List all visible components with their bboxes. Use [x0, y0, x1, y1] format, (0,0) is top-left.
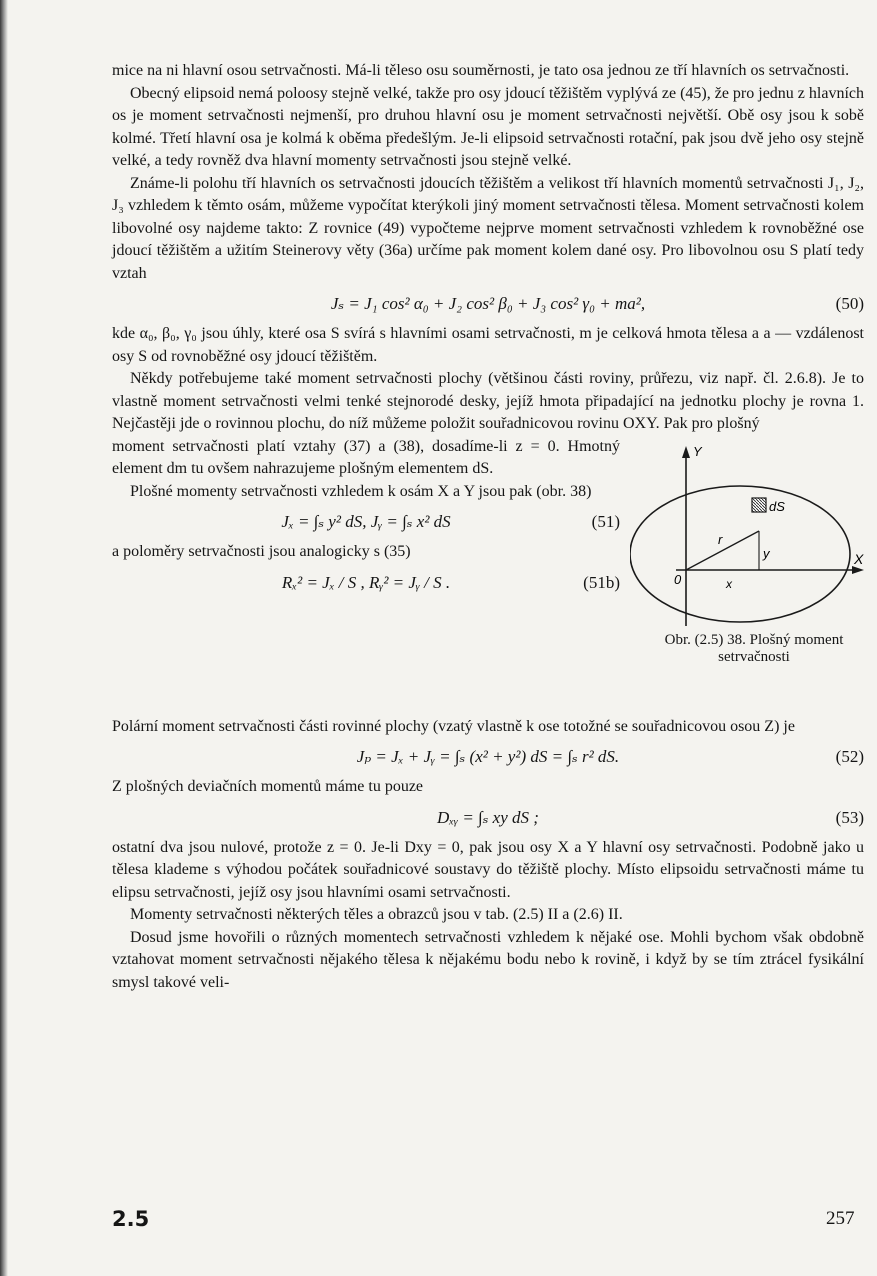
- paragraph-13: Dosud jsme hovořili o různých momentech setrvačnosti vzhledem k nějaké ose. Mohli bychom však obdobně vztahovat moment setrvačnosti nějakého tělesa k nějakému bodu nebo k rovině, i když by se tím ztrácel fysikální smysl takové veli-: [112, 928, 864, 991]
- equation-53: [112, 799, 864, 837]
- equation-52-number: (52): [835, 747, 864, 766]
- equation-51: [112, 503, 620, 541]
- x-axis-arrow-icon: [852, 566, 864, 574]
- equation-50: [112, 285, 864, 323]
- label-x: x: [726, 576, 732, 591]
- page-number: 257: [826, 1208, 855, 1229]
- paragraph-10: Z plošných deviačních momentů máme tu pouze: [112, 778, 424, 795]
- label-r: r: [718, 531, 723, 547]
- radius-r-line: [686, 531, 759, 570]
- two-column-section: [112, 436, 864, 716]
- label-origin: 0: [674, 571, 682, 587]
- equation-50-number: (50): [835, 294, 864, 313]
- area-moment-diagram: [630, 436, 870, 632]
- equation-53-number: (53): [835, 807, 864, 827]
- figure-38: [630, 436, 870, 716]
- equation-51b-body: Rₓ² = Jₓ / S , Rᵧ² = Jᵧ / S .: [281, 572, 451, 592]
- label-ds: dS: [769, 498, 785, 514]
- left-column: [112, 436, 620, 602]
- equation-51-body: Jₓ = ∫ₛ y² dS, Jᵧ = ∫ₛ x² dS: [281, 512, 451, 531]
- element-ds-square: [752, 498, 766, 512]
- paragraph-7: Plošné momenty setrvačnosti vzhledem k osám X a Y jsou pak (obr. 38): [130, 482, 592, 500]
- section-number: 2.5: [112, 1207, 150, 1231]
- paragraph-6: moment setrvačnosti platí vztahy (37) a (38), dosadíme-li z = 0. Hmotný element dm tu ovšem nahrazujeme plošným elementem dS.: [112, 437, 620, 477]
- paragraph-2: Obecný elipsoid nemá poloosy stejně velké, takže pro osy jdoucí těžištěm vyplývá ze (45), že pro jednu z hlavních os je moment setrvačnosti nejmenší, pro druhou hlavní osu je moment setrvačnosti největší. Obě osy jsou k sobě kolmé. Třetí hlavní osa je kolmá k oběma předešlým. Je-li elipsoid setrvačnosti rotační, pak jsou dvě jeho osy stejně velké, a tedy rovněž dva hlavní momenty setrvačnosti jsou stejně velké.: [112, 84, 864, 169]
- paragraph-12: Momenty setrvačnosti některých těles a obrazců jsou v tab. (2.5) II a (2.6) II.: [130, 906, 623, 923]
- label-y: y: [763, 545, 770, 561]
- plane-area-outline: [630, 486, 850, 622]
- equation-52: [112, 738, 864, 776]
- equation-51b: [112, 564, 620, 602]
- label-x-axis: X: [854, 550, 864, 567]
- page-binding-shadow: [0, 0, 8, 1276]
- equation-50-body: Jₛ = J₁ cos² α₀ + J₂ cos² β₀ + J₃ cos² γ₀ + ma²,: [330, 294, 646, 313]
- equation-53-body: Dₓᵧ = ∫ₛ xy dS ;: [437, 807, 539, 827]
- paragraph-9: Polární moment setrvačnosti části rovinné plochy (vzatý vlastně k ose totožné se souřadnicovou osou Z) je: [112, 717, 795, 735]
- paragraph-11: ostatní dva jsou nulové, protože z = 0. Je-li Dxy = 0, pak jsou osy X a Y hlavní osy setrvačnosti. Podobně jako u tělesa klademe s výhodou počátek souřadnicové soustavy do těžiště plochy. Místo elipsoidu setrvačnosti máme tu elipsu setrvačnosti, jejíž osy jsou hlavními osami setrvačnosti.: [112, 838, 864, 901]
- paragraph-4: kde α₀, β₀, γ₀ jsou úhly, které osa S svírá s hlavními osami setrvačnosti, m je celková hmota tělesa a a — vzdálenost osy S od rovnoběžné osy jdoucí těžištěm.: [112, 325, 864, 365]
- y-axis-arrow-icon: [682, 446, 690, 458]
- paragraph-8: a poloměry setrvačnosti jsou analogicky s (35): [112, 543, 411, 560]
- figure-caption: Obr. (2.5) 38. Plošný moment setrvačnosti: [664, 631, 844, 665]
- paragraph-3: Známe-li polohu tří hlavních os setrvačnosti jdoucích těžištěm a velikost tří hlavních momentů setrvačnosti J₁, J₂, J₃ vzhledem k těmto osám, můžeme vypočítat kterýkoli jiný moment setrvačnosti tělesa. Moment setrvačnosti kolem libovolné osy najdeme takto: Z rovnice (49) vypočteme nejprve moment setrvačnosti vzhledem k rovnoběžné ose jdoucí těžištěm a užitím Steinerovy věty (36a) určíme pak moment kolem dané osy. Pro libovolnou osu S platí tedy vztah: [112, 174, 864, 282]
- equation-51-number: (51): [591, 512, 620, 531]
- paragraph-1: mice na ni hlavní osou setrvačnosti. Má-li těleso osu souměrnosti, je tato osa jednou ze tří hlavních os setrvačnosti.: [112, 62, 850, 79]
- paragraph-5: Někdy potřebujeme také moment setrvačnosti plochy (většinou části roviny, průřezu, viz např. čl. 2.6.8). Je to vlastně moment setrvačnosti velmi tenké stejnorodé desky, jejíž hmota připadající na jednotku plochy je rovna 1. Nejčastěji jde o rovinnou plochu, do níž můžeme položit souřadnicovou rovinu OXY. Pak pro plošný: [112, 370, 864, 432]
- page-body: [112, 60, 864, 994]
- equation-51b-number: (51b): [583, 572, 620, 592]
- equation-52-body: Jₚ = Jₓ + Jᵧ = ∫ₛ (x² + y²) dS = ∫ₛ r² dS.: [356, 747, 620, 766]
- label-y-axis: Y: [693, 443, 702, 459]
